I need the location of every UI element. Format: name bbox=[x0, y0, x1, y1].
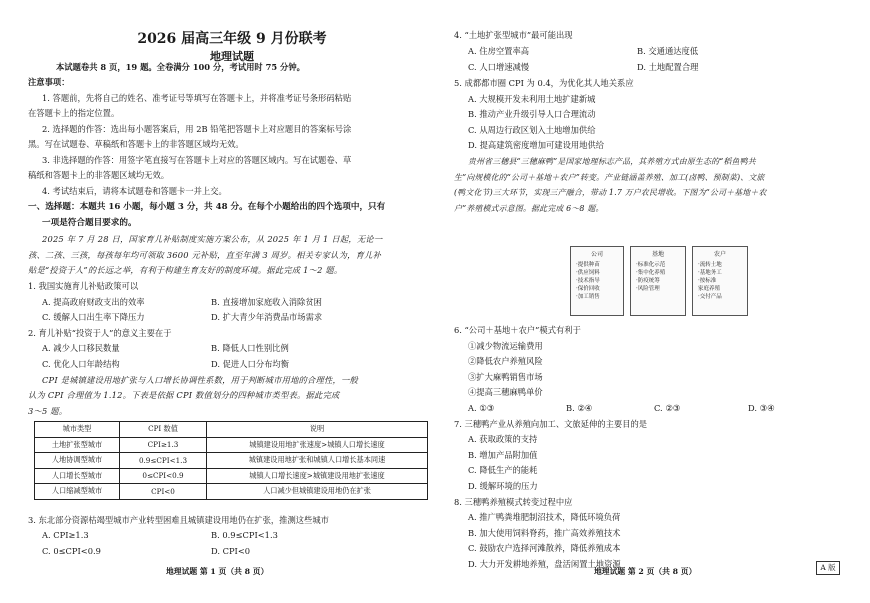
option[interactable]: B. ②④ bbox=[566, 403, 593, 413]
option[interactable]: D. 缓解环境的压力 bbox=[468, 481, 538, 491]
passage-line: 生”向规模化的“公司＋基地＋农户”转变。产业链涵盖养殖、加工(卤鸭、预制菜)、文旅 bbox=[454, 173, 765, 182]
option[interactable]: B. 0.9≤CPI<1.3 bbox=[211, 530, 278, 540]
diagram-item: ·保价回收 bbox=[576, 286, 600, 292]
option[interactable]: D. 提高建筑密度增加可建设用地供给 bbox=[468, 140, 605, 150]
passage-line: 孩、二孩、三孩，每孩每年均可领取 3600 元补贴，直至年满 3 周岁。相关专家认为，育儿补 bbox=[28, 250, 382, 260]
passage-line: 2025 年 7 月 28 日，国家育儿补贴制度实施方案公布，从 2025 年 1 月 1 日起，无论一 bbox=[42, 234, 383, 244]
table-row bbox=[35, 468, 428, 484]
option[interactable]: A. CPI≥1.3 bbox=[42, 530, 89, 540]
question-1: 1. 我国实施育儿补贴政策可以 bbox=[28, 281, 139, 291]
table-cell: 城镇建设用地扩张速度>城镇人口增长速度 bbox=[207, 437, 428, 453]
page-footer: 地理试题 第 1 页（共 8 页） bbox=[166, 567, 269, 576]
exam-subtitle: 地理试题 bbox=[210, 50, 254, 63]
table-cell: 城镇建设用地扩张和城镇人口增长基本同速 bbox=[207, 453, 428, 469]
option[interactable]: C. 0≤CPI<0.9 bbox=[42, 546, 101, 556]
diagram-box-base bbox=[630, 246, 686, 316]
diagram-item: ·基地务工 bbox=[698, 270, 722, 276]
option[interactable]: A. ①③ bbox=[468, 403, 495, 413]
notice-line: 在答题卡上的指定位置。 bbox=[28, 108, 120, 118]
diagram-box-title: 基地 bbox=[651, 251, 664, 258]
exam-title: 2026 届高三年级 9 月份联考 bbox=[137, 31, 327, 47]
passage-line: 贵州省三穗县“三穗麻鸭”是国家地理标志产品，其养殖方式由原生态的“稻鱼鸭共 bbox=[468, 157, 756, 166]
option[interactable]: A. 获取政策的支持 bbox=[468, 434, 538, 444]
diagram-item: ·交付产品 bbox=[698, 294, 722, 300]
table-cell: 0≤CPI<0.9 bbox=[120, 468, 207, 484]
table-row bbox=[35, 484, 428, 500]
breeding-model-diagram bbox=[570, 246, 746, 318]
question-8: 8. 三穗鸭养殖模式转变过程中应 bbox=[454, 497, 573, 507]
statement-item: ④提高三穗麻鸭单价 bbox=[468, 387, 543, 397]
option[interactable]: D. 土地配置合理 bbox=[637, 62, 699, 72]
table-header: 说明 bbox=[207, 422, 428, 438]
statement-item: ②降低农户养殖风险 bbox=[468, 356, 543, 366]
option[interactable]: C. 降低生产的能耗 bbox=[468, 465, 538, 475]
option[interactable]: D. 扩大青少年消费品市场需求 bbox=[211, 312, 323, 322]
table-cell: 人口缩减型城市 bbox=[35, 484, 120, 500]
notice-line: 1. 答题前，先将自己的姓名、准考证号等填写在答题卡上，并将准考证号条形码粘贴 bbox=[42, 93, 352, 103]
diagram-item: 家庭养殖 bbox=[698, 286, 721, 292]
option[interactable]: A. 推广鸭粪堆肥制沼技术，降低环境负荷 bbox=[468, 512, 621, 522]
question-2: 2. 育儿补贴“投资于人”的意义主要在于 bbox=[28, 328, 172, 338]
notice-heading: 注意事项： bbox=[28, 77, 70, 87]
table-cell: 人口减少但城镇建设用地仍在扩张 bbox=[207, 484, 428, 500]
option[interactable]: D. 大力开发耕地养殖，盘活闲置土地资源 bbox=[468, 559, 621, 569]
option[interactable]: C. 缓解人口出生率下降压力 bbox=[42, 312, 145, 322]
option[interactable]: B. 交通通达度低 bbox=[637, 46, 699, 56]
diagram-item: ·供应饲料 bbox=[576, 270, 600, 276]
question-3: 3. 东北部分资源枯竭型城市产业转型困难且城镇建设用地仍在扩张，推测这些城市 bbox=[28, 515, 329, 525]
diagram-box-company bbox=[570, 246, 624, 316]
question-5: 5. 成都都市圈 CPI 为 0.4，为优化其人地关系应 bbox=[454, 78, 634, 88]
option[interactable]: B. 增加产品附加值 bbox=[468, 450, 538, 460]
option[interactable]: B. 推动产业升级引导人口合理流动 bbox=[468, 109, 596, 119]
option[interactable]: C. 鼓励农户选择河滩散养，降低养殖成本 bbox=[468, 543, 621, 553]
option[interactable]: A. 住房空置率高 bbox=[468, 46, 530, 56]
option[interactable]: C. 优化人口年龄结构 bbox=[42, 359, 120, 369]
diagram-item: ·流转土地 bbox=[698, 262, 722, 268]
option[interactable]: A. 减少人口移民数量 bbox=[42, 343, 120, 353]
notice-line: 黑。写在试题卷、草稿纸和答题卡上的非答题区域均无效。 bbox=[28, 139, 244, 149]
option[interactable]: B. 降低人口性别比例 bbox=[211, 343, 289, 353]
exam-info: 本试题卷共 8 页，19 题。全卷满分 100 分，考试用时 75 分钟。 bbox=[56, 62, 305, 72]
table-cell: 土地扩张型城市 bbox=[35, 437, 120, 453]
table-header: CPI 数值 bbox=[120, 422, 207, 438]
passage-line: 户”养殖模式示意图。据此完成 6～8 题。 bbox=[454, 204, 604, 213]
notice-line: 2. 选择题的作答：选出每小题答案后，用 2B 铅笔把答题卡上对应题目的答案标号涂 bbox=[42, 124, 352, 134]
option[interactable]: A. 提高政府财政支出的效率 bbox=[42, 297, 145, 307]
table-header-row bbox=[35, 422, 428, 438]
table-cell: 人口增长型城市 bbox=[35, 468, 120, 484]
diagram-box-farmer bbox=[692, 246, 748, 316]
question-6: 6. “公司＋基地＋农户”模式有利于 bbox=[454, 325, 581, 335]
diagram-item: ·风险管理 bbox=[636, 286, 660, 292]
diagram-item: ·防疫统筹 bbox=[636, 278, 660, 284]
statement-item: ①减少物流运输费用 bbox=[468, 341, 543, 351]
table-header: 城市类型 bbox=[35, 422, 120, 438]
diagram-item: ·加工销售 bbox=[576, 294, 600, 300]
table-cell: 城镇人口增长速度>城镇建设用地扩张速度 bbox=[207, 468, 428, 484]
question-4: 4. “土地扩张型城市”最可能出现 bbox=[454, 30, 573, 40]
table-row bbox=[35, 453, 428, 469]
table-cell: CPI<0 bbox=[120, 484, 207, 500]
notice-line: 3. 非选择题的作答：用签字笔直接写在答题卡上对应的答题区域内。写在试题卷、草 bbox=[42, 155, 352, 165]
option[interactable]: C. 从周边行政区划入土地增加供给 bbox=[468, 125, 596, 135]
option[interactable]: A. 大规模开发未利用土地扩建新城 bbox=[468, 94, 596, 104]
passage-line: (鸭文化节)三大环节，实现三产融合，带动 1.7 万户农民增收。下图为“公司＋基地＋农 bbox=[454, 188, 767, 197]
cpi-table bbox=[34, 421, 428, 500]
version-badge: A 版 bbox=[816, 561, 840, 575]
option[interactable]: B. 加大使用饲料脊药，推广高效养殖技术 bbox=[468, 528, 621, 538]
option[interactable]: D. 促进人口分布均衡 bbox=[211, 359, 290, 369]
diagram-item: ·集中化养殖 bbox=[636, 270, 666, 276]
option[interactable]: C. 人口增速减慢 bbox=[468, 62, 530, 72]
diagram-item: ·标准化示范 bbox=[636, 262, 666, 268]
statement-item: ③扩大麻鸭销售市场 bbox=[468, 372, 543, 382]
diagram-item: ·技术指导 bbox=[576, 278, 600, 284]
table-row bbox=[35, 437, 428, 453]
section-heading: 一、选择题：本题共 16 小题，每小题 3 分，共 48 分。在每个小题给出的四个选项中，只有 bbox=[28, 202, 386, 212]
section-heading-cont: 一项是符合题目要求的。 bbox=[42, 218, 137, 228]
passage-line: 3～5 题。 bbox=[28, 406, 68, 416]
passage-line: 贴是“投资于人”的长远之举，有利于构建生育友好的制度环境。据此完成 1～2 题。 bbox=[28, 265, 343, 275]
option[interactable]: D. CPI<0 bbox=[211, 546, 251, 556]
diagram-box-title: 公司 bbox=[590, 251, 603, 258]
passage-line: CPI 是城镇建设用地扩张与人口增长协调性系数，用于判断城市用地的合理性，一般 bbox=[42, 375, 359, 385]
table-cell: CPI≥1.3 bbox=[120, 437, 207, 453]
passage-line: 认为 CPI 合理值为 1.12。下表是依据 CPI 数值划分的四种城市类型表。据此完成 bbox=[28, 390, 340, 400]
notice-line: 4. 考试结束后，请将本试题卷和答题卡一并上交。 bbox=[42, 186, 227, 196]
option[interactable]: C. ②③ bbox=[654, 403, 681, 413]
notice-line: 稿纸和答题卡上的非答题区域均无效。 bbox=[28, 170, 170, 180]
table-cell: 0.9≤CPI<1.3 bbox=[120, 453, 207, 469]
diagram-item: ·提供种苗 bbox=[576, 262, 600, 268]
page-footer: 地理试题 第 2 页（共 8 页） bbox=[594, 567, 697, 576]
diagram-box-title: 农户 bbox=[713, 251, 726, 258]
question-7: 7. 三穗鸭产业从养殖向加工、文旅延伸的主要目的是 bbox=[454, 419, 648, 429]
diagram-item: ·按标准 bbox=[698, 278, 717, 284]
table-cell: 人地协调型城市 bbox=[35, 453, 120, 469]
option[interactable]: B. 直接增加家庭收入消除贫困 bbox=[211, 297, 322, 307]
option[interactable]: D. ③④ bbox=[748, 403, 775, 413]
